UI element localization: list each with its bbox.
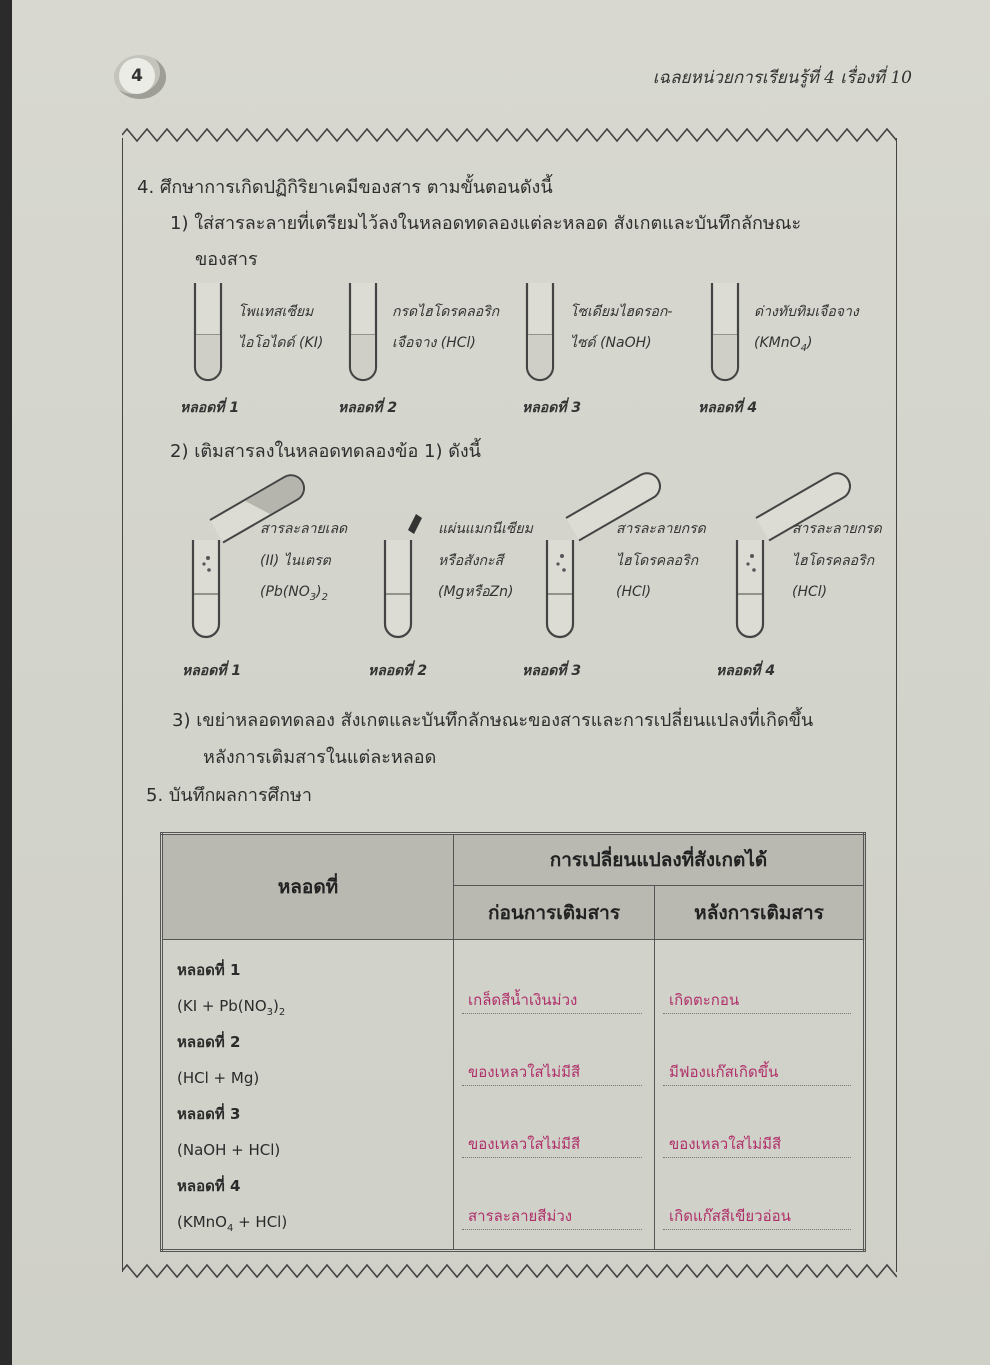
test-tube-3 [524,281,556,383]
add2-caption: หลอดที่ 2 [368,663,428,679]
after-cell [655,940,865,1251]
tube4-label-line1: ด่างทับทิมเจือจาง [754,304,859,320]
tube-list-cell [162,940,454,1251]
add2-label-line3: (MgหรือZn) [438,584,514,600]
add2-label-line2: หรือสังกะสี [438,553,504,569]
test-tube-1 [192,281,224,383]
add3-label-line1: สารละลายกรด [616,521,706,537]
step4-sub2: 2) เติมสารลงในหลอดทดลองข้อ 1) ดังนี้ [170,441,481,462]
frame-left-border [122,138,123,1272]
step4-sub1-line2: ของสาร [195,249,258,270]
tube4-caption: หลอดที่ 4 [698,400,758,416]
row2-before: ของเหลวใสไม่มีสี [462,1057,642,1086]
step4-title: 4. ศึกษาการเกิดปฏิกิริยาเคมีของสาร ตามขั้นตอนดังนี้ [137,177,553,198]
add4-caption: หลอดที่ 4 [716,663,776,679]
step4-sub3-line2: หลังการเติมสารในแต่ละหลอด [203,747,437,768]
add2-label-line1: แผ่นแมกนีเซียม [438,521,533,537]
add4-label-line1: สารละลายกรด [792,521,882,537]
row1-name: หลอดที่ 1 [177,961,241,979]
add1-label-line2: (II) ไนเตรต [260,553,331,569]
row1-after: เกิดตะกอน [663,985,851,1014]
add4-label-line3: (HCl) [792,584,828,600]
row4-formula: (KMnO$_4$ + HCl) [177,1213,288,1234]
tube1-caption: หลอดที่ 1 [180,400,240,416]
add1-caption: หลอดที่ 1 [182,663,242,679]
header-tube: หลอดที่ [162,834,454,940]
tube2-caption: หลอดที่ 2 [338,400,398,416]
tube2-label-line2: เจือจาง (HCl) [392,335,476,351]
test-tube-4 [709,281,741,383]
tube4-label-line2: (KMnO$_4$) [754,335,813,354]
tube1-label-line1: โพแทสเซียม [238,304,314,320]
tube1-label-line2: ไอโอไดด์ (KI) [238,335,324,351]
tube3-label-line2: ไซด์ (NaOH) [570,335,652,351]
row4-after: เกิดแก๊สสีเขียวอ่อน [663,1201,851,1230]
add3-label-line2: ไฮโดรคลอริก [616,553,699,569]
test-tube-2 [347,281,379,383]
add4-label-line2: ไฮโดรคลอริก [792,553,875,569]
row3-before: ของเหลวใสไม่มีสี [462,1129,642,1158]
row2-formula: (HCl + Mg) [177,1069,260,1087]
row2-name: หลอดที่ 2 [177,1033,241,1051]
tube2-label-line1: กรดไฮโดรคลอริก [392,304,500,320]
frame-bottom-border [122,1262,897,1280]
header-after: หลังการเติมสาร [655,886,865,940]
tube3-label-line1: โซเดียมไฮดรอก- [570,304,673,320]
step4-sub3-line1: 3) เขย่าหลอดทดลอง สังเกตและบันทึกลักษณะของสารและการเปลี่ยนแปลงที่เกิดขึ้น [172,710,814,731]
results-table [160,832,866,1252]
row4-before: สารละลายสีม่วง [462,1201,642,1230]
header-before: ก่อนการเติมสาร [454,886,655,940]
row3-after: ของเหลวใสไม่มีสี [663,1129,851,1158]
add1-label-line1: สารละลายเลด [260,521,348,537]
frame-top-border [122,126,897,144]
tube3-caption: หลอดที่ 3 [522,400,582,416]
add3-caption: หลอดที่ 3 [522,663,582,679]
frame-right-border [896,138,897,1272]
row2-after: มีฟองแก๊สเกิดขึ้น [663,1057,851,1086]
page-number: 4 [119,58,155,94]
row4-name: หลอดที่ 4 [177,1177,241,1195]
add3-label-line3: (HCl) [616,584,652,600]
row3-formula: (NaOH + HCl) [177,1141,281,1159]
header-change: การเปลี่ยนแปลงที่สังเกตได้ [454,834,865,886]
metal-strip-tube [382,510,442,642]
before-cell [454,940,655,1251]
step4-sub1-line1: 1) ใส่สารละลายที่เตรียมไว้ลงในหลอดทดลองแต่ละหลอด สังเกตและบันทึกลักษณะ [170,213,802,234]
step5-title: 5. บันทึกผลการศึกษา [146,785,312,806]
running-header: เฉลยหน่วยการเรียนรู้ที่ 4 เรื่องที่ 10 [652,68,912,88]
row3-name: หลอดที่ 3 [177,1105,241,1123]
row1-before: เกล็ดสีน้ำเงินม่วง [462,985,642,1014]
add1-label-line3: ($Pb(NO_3)_2$ [260,584,328,603]
row1-formula: ($KI + Pb(NO_3)_2$ [177,997,286,1018]
